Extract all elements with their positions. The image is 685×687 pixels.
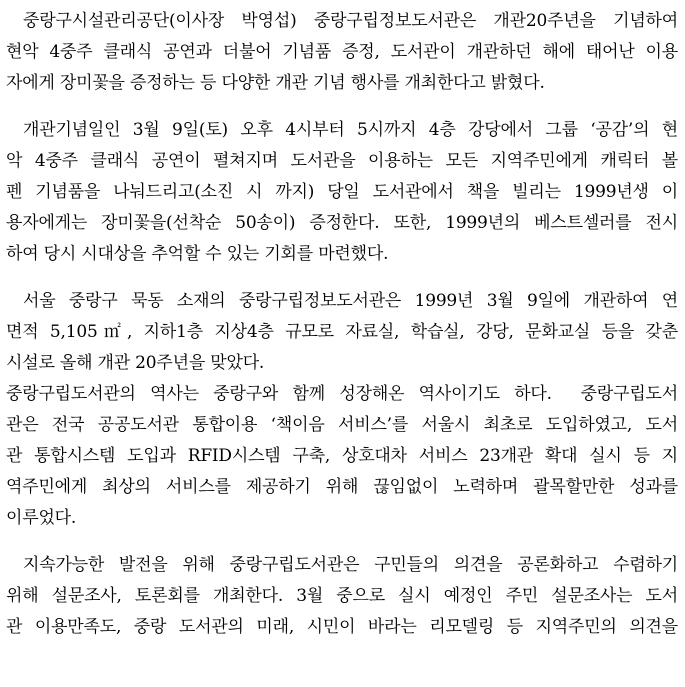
- text-line: 지속가능한 발전을 위해 중랑구립도서관은 구민들의 의견을 공론화하고 수렴하기: [23, 555, 678, 575]
- text-line: 관은 전국 공공도서관 통합이용 ‘책이음 서비스’를 서울시 최초로 도입하였고, 도서: [6, 415, 678, 435]
- article-body: [6, 0, 678, 643]
- text-line: 역주민에게 최상의 서비스를 제공하기 위해 끊임없이 노력하며 괄목할만한 성과를: [6, 477, 678, 497]
- text-line: 하여 당시 시대상을 추억할 수 있는 기회를 마련했다.: [6, 244, 389, 264]
- paragraph-3: [6, 286, 678, 379]
- text-line: 이루었다.: [6, 508, 77, 528]
- text-line: 자에게 장미꽃을 증정하는 등 다양한 개관 기념 행사를 개최한다고 밝혔다.: [6, 73, 545, 93]
- paragraph-gap: [6, 99, 678, 115]
- text-line: 용자에게는 장미꽃을(선착순 50송이) 증정한다. 또한, 1999년의 베스트셀러를 전시: [6, 213, 678, 233]
- paragraph-2: [6, 115, 678, 270]
- text-line: 관 통합시스템 도입과 RFID시스템 구축, 상호대차 서비스 23개관 확대 실시 등 지: [6, 446, 678, 466]
- text-line: 관 이용만족도, 중랑 도서관의 미래, 시민이 바라는 리모델링 등 지역주민의 의견을: [6, 617, 678, 637]
- text-line: 중랑구시설관리공단(이사장 박영섭) 중랑구립정보도서관은 개관20주년을 기념하여: [23, 11, 678, 31]
- text-line: 서울 중랑구 묵동 소재의 중랑구립정보도서관은 1999년 3월 9일에 개관하여 연: [23, 291, 678, 311]
- text-line: 악 4중주 클래식 공연이 펼쳐지며 도서관을 이용하는 모든 지역주민에게 캐릭터 볼: [6, 151, 678, 171]
- text-line: 개관기념일인 3월 9일(토) 오후 4시부터 5시까지 4층 강당에서 그룹 ‘공감’의 현: [23, 120, 678, 140]
- paragraph-4: [6, 379, 678, 534]
- text-line: 펜 기념품을 나눠드리고(소진 시 까지) 당일 도서관에서 책을 빌리는 1999년생 이: [6, 182, 678, 202]
- paragraph-1: [6, 0, 678, 99]
- paragraph-gap: [6, 534, 678, 550]
- paragraph-5: [6, 550, 678, 643]
- paragraph-gap: [6, 270, 678, 286]
- text-line: 면적 5,105㎡, 지하1층 지상4층 규모로 자료실, 학습실, 강당, 문화교실 등을 갖춘: [6, 322, 678, 342]
- text-line: 중랑구립도서관의 역사는 중랑구와 함께 성장해온 역사이기도 하다. 중랑구립도서: [6, 384, 678, 404]
- text-line: 위해 설문조사, 토론회를 개최한다. 3월 중으로 실시 예정인 주민 설문조사는 도서: [6, 586, 678, 606]
- text-line: 현악 4중주 클래식 공연과 더불어 기념품 증정, 도서관이 개관하던 해에 태어난 이용: [6, 42, 678, 62]
- text-line: 시설로 올해 개관 20주년을 맞았다.: [6, 353, 265, 373]
